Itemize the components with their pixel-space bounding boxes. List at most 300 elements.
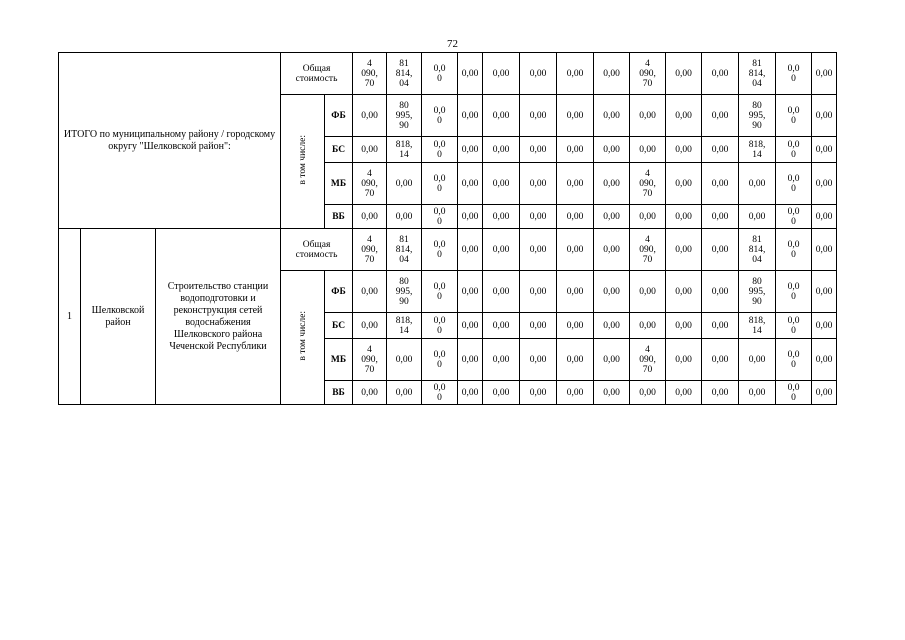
value-cell — [702, 381, 739, 405]
value-cell — [630, 95, 666, 137]
value-cell — [483, 229, 520, 271]
value-cell — [739, 163, 776, 205]
value-cell — [387, 163, 422, 205]
value-text: 0,0 0 — [787, 63, 800, 84]
value-cell — [776, 271, 812, 313]
value-text: 0,00 — [711, 178, 729, 189]
value-text: 0,00 — [461, 68, 479, 79]
value-cell — [776, 163, 812, 205]
value-text: 80 995, 90 — [395, 100, 413, 131]
value-cell — [630, 271, 666, 313]
value-cell — [422, 163, 458, 205]
value-text: 0,00 — [361, 387, 378, 398]
value-text: 0,00 — [748, 178, 766, 189]
value-cell — [776, 339, 812, 381]
value-text: 0,0 0 — [433, 382, 446, 403]
value-text: 80 995, 90 — [748, 100, 766, 131]
value-cell — [520, 163, 557, 205]
value-text: 0,00 — [711, 144, 729, 155]
value-text: 0,00 — [566, 144, 584, 155]
value-text: 0,0 0 — [787, 105, 800, 126]
value-text: 0,00 — [461, 320, 479, 331]
value-cell — [594, 229, 630, 271]
value-text: 0,00 — [748, 354, 766, 365]
value-text: 0,0 0 — [787, 349, 800, 370]
total-cost-label: Общая стоимость — [281, 229, 353, 271]
value-text: 0,00 — [461, 354, 479, 365]
value-text: 0,00 — [461, 211, 479, 222]
value-cell — [458, 229, 483, 271]
value-cell — [666, 271, 702, 313]
value-text: 0,00 — [675, 110, 692, 121]
value-text: 0,00 — [361, 110, 378, 121]
value-text: 0,0 0 — [787, 281, 800, 302]
value-text: 0,00 — [603, 354, 620, 365]
value-text: 4 090, 70 — [361, 168, 378, 199]
value-text: 0,00 — [395, 178, 413, 189]
value-text: 0,00 — [566, 68, 584, 79]
value-text: 81 814, 04 — [395, 234, 413, 265]
value-text: 0,00 — [603, 144, 620, 155]
value-cell — [739, 271, 776, 313]
district-name: Шелковской район — [81, 229, 156, 405]
value-text: 0,00 — [529, 387, 547, 398]
value-text: 81 814, 04 — [748, 234, 766, 265]
value-cell — [739, 137, 776, 163]
value-cell — [739, 205, 776, 229]
value-cell — [458, 95, 483, 137]
value-text: 0,00 — [603, 110, 620, 121]
value-text: 0,00 — [711, 286, 729, 297]
value-cell — [594, 313, 630, 339]
value-text: 0,00 — [492, 244, 510, 255]
value-cell — [422, 339, 458, 381]
value-cell — [353, 137, 387, 163]
total-cost-label: Общая стоимость — [281, 53, 353, 95]
value-text: 0,00 — [566, 178, 584, 189]
value-text: 0,00 — [603, 244, 620, 255]
value-cell — [557, 271, 594, 313]
value-cell — [594, 381, 630, 405]
value-cell — [557, 95, 594, 137]
value-cell — [812, 229, 837, 271]
value-text: 818, 14 — [748, 139, 766, 160]
funding-source: МБ — [325, 163, 353, 205]
value-text: 0,00 — [529, 286, 547, 297]
value-text: 818, 14 — [395, 139, 413, 160]
value-text: 0,00 — [711, 354, 729, 365]
value-cell — [812, 339, 837, 381]
value-cell — [666, 229, 702, 271]
value-cell — [666, 163, 702, 205]
value-text: 0,00 — [492, 387, 510, 398]
value-text: 0,00 — [675, 354, 692, 365]
value-cell — [422, 205, 458, 229]
value-cell — [458, 53, 483, 95]
value-text: 0,00 — [711, 387, 729, 398]
value-text: 0,00 — [711, 68, 729, 79]
value-text: 0,00 — [675, 244, 692, 255]
value-cell — [776, 95, 812, 137]
value-text: 0,0 0 — [787, 239, 800, 260]
value-text: 0,00 — [492, 178, 510, 189]
value-cell — [739, 313, 776, 339]
value-text: 0,00 — [675, 144, 692, 155]
value-cell — [557, 313, 594, 339]
value-text: 818, 14 — [395, 315, 413, 336]
value-cell — [520, 95, 557, 137]
value-text: 4 090, 70 — [361, 58, 378, 89]
value-text: 0,0 0 — [433, 63, 446, 84]
value-text: 0,00 — [529, 211, 547, 222]
value-cell — [483, 381, 520, 405]
value-text: 0,00 — [815, 354, 833, 365]
value-text: 0,00 — [566, 244, 584, 255]
value-text: 0,00 — [603, 68, 620, 79]
value-cell — [483, 313, 520, 339]
value-cell — [702, 339, 739, 381]
value-cell — [666, 205, 702, 229]
value-cell — [666, 313, 702, 339]
value-cell — [630, 163, 666, 205]
total-section — [59, 53, 874, 229]
value-text: 0,00 — [492, 354, 510, 365]
value-text: 0,0 0 — [787, 173, 800, 194]
value-text: 0,0 0 — [433, 173, 446, 194]
value-cell — [387, 271, 422, 313]
value-cell — [353, 381, 387, 405]
value-text: 0,0 0 — [433, 139, 446, 160]
value-cell — [702, 137, 739, 163]
value-text: 0,00 — [492, 320, 510, 331]
value-text: 0,00 — [395, 211, 413, 222]
value-cell — [353, 313, 387, 339]
value-cell — [387, 339, 422, 381]
value-cell — [666, 95, 702, 137]
value-text: 4 090, 70 — [639, 58, 656, 89]
value-text: 0,00 — [603, 320, 620, 331]
value-cell — [594, 271, 630, 313]
value-text: 0,00 — [566, 320, 584, 331]
value-text: 0,0 0 — [433, 239, 446, 260]
value-text: 0,00 — [748, 387, 766, 398]
value-cell — [812, 163, 837, 205]
value-cell — [557, 137, 594, 163]
value-cell — [666, 381, 702, 405]
value-text: 0,00 — [492, 286, 510, 297]
value-text: 0,00 — [748, 211, 766, 222]
including-label — [281, 95, 325, 229]
value-cell — [666, 339, 702, 381]
value-text: 0,00 — [395, 354, 413, 365]
funding-source: ФБ — [325, 271, 353, 313]
value-text: 0,00 — [361, 286, 378, 297]
project-section — [59, 229, 874, 405]
value-text: 0,00 — [639, 320, 656, 331]
value-cell — [812, 137, 837, 163]
value-text: 4 090, 70 — [639, 344, 656, 375]
value-text: 0,00 — [603, 286, 620, 297]
value-cell — [630, 137, 666, 163]
value-text: 0,00 — [529, 244, 547, 255]
value-cell — [594, 137, 630, 163]
value-text: 0,0 0 — [787, 382, 800, 403]
value-text: 0,00 — [492, 211, 510, 222]
value-text: 0,00 — [529, 354, 547, 365]
value-text: 0,00 — [711, 211, 729, 222]
value-text: 0,00 — [675, 286, 692, 297]
value-text: 0,00 — [815, 211, 833, 222]
value-cell — [422, 271, 458, 313]
value-cell — [557, 163, 594, 205]
value-cell — [812, 95, 837, 137]
value-cell — [776, 313, 812, 339]
value-cell — [630, 339, 666, 381]
value-text: 0,00 — [639, 144, 656, 155]
value-cell — [594, 163, 630, 205]
value-cell — [422, 137, 458, 163]
value-text: 0,00 — [639, 110, 656, 121]
value-text: 0,00 — [603, 211, 620, 222]
value-text: 81 814, 04 — [748, 58, 766, 89]
value-cell — [520, 205, 557, 229]
value-text: 0,00 — [529, 144, 547, 155]
value-text: 4 090, 70 — [361, 234, 378, 265]
value-cell — [594, 205, 630, 229]
value-text: 0,00 — [492, 110, 510, 121]
value-cell — [520, 271, 557, 313]
value-cell — [387, 381, 422, 405]
value-text: 0,00 — [603, 387, 620, 398]
value-text: 0,0 0 — [787, 139, 800, 160]
value-cell — [630, 313, 666, 339]
value-text: 0,00 — [711, 110, 729, 121]
value-cell — [458, 381, 483, 405]
value-text: 0,00 — [815, 286, 833, 297]
value-cell — [353, 163, 387, 205]
value-cell — [594, 339, 630, 381]
value-text: 0,00 — [675, 320, 692, 331]
value-text: 0,00 — [529, 320, 547, 331]
value-cell — [666, 137, 702, 163]
value-cell — [557, 381, 594, 405]
value-text: 0,00 — [461, 144, 479, 155]
value-cell — [812, 381, 837, 405]
value-cell — [666, 53, 702, 95]
value-cell — [458, 163, 483, 205]
value-cell — [557, 339, 594, 381]
value-cell — [739, 381, 776, 405]
value-cell — [630, 229, 666, 271]
value-cell — [702, 313, 739, 339]
value-cell — [353, 53, 387, 95]
value-text: 0,00 — [461, 110, 479, 121]
value-cell — [630, 53, 666, 95]
funding-source: ВБ — [325, 381, 353, 405]
value-text: 0,00 — [815, 244, 833, 255]
value-text: 0,00 — [566, 286, 584, 297]
value-text: 0,0 0 — [787, 315, 800, 336]
funding-source: ФБ — [325, 95, 353, 137]
including-text: в том числе: — [297, 135, 308, 185]
value-cell — [776, 205, 812, 229]
value-cell — [520, 381, 557, 405]
value-cell — [557, 229, 594, 271]
including-text: в том числе: — [297, 311, 308, 361]
page-number: 72 — [447, 38, 458, 50]
value-text: 0,00 — [815, 387, 833, 398]
value-text: 0,00 — [815, 144, 833, 155]
value-text: 0,00 — [361, 144, 378, 155]
value-cell — [422, 53, 458, 95]
value-cell — [776, 381, 812, 405]
value-text: 80 995, 90 — [748, 276, 766, 307]
value-text: 0,00 — [815, 110, 833, 121]
value-cell — [483, 339, 520, 381]
value-cell — [702, 53, 739, 95]
value-text: 0,0 0 — [433, 105, 446, 126]
value-cell — [702, 229, 739, 271]
value-text: 0,00 — [603, 178, 620, 189]
value-text: 0,00 — [566, 387, 584, 398]
value-text: 4 090, 70 — [361, 344, 378, 375]
value-text: 0,00 — [461, 178, 479, 189]
value-cell — [739, 95, 776, 137]
value-text: 0,00 — [529, 110, 547, 121]
value-text: 0,00 — [529, 68, 547, 79]
value-cell — [353, 95, 387, 137]
value-text: 0,00 — [815, 68, 833, 79]
value-cell — [422, 313, 458, 339]
value-cell — [422, 229, 458, 271]
value-cell — [557, 205, 594, 229]
value-text: 0,00 — [815, 178, 833, 189]
value-text: 0,00 — [361, 211, 378, 222]
value-cell — [458, 137, 483, 163]
value-cell — [422, 381, 458, 405]
funding-source: ВБ — [325, 205, 353, 229]
value-cell — [483, 163, 520, 205]
value-cell — [630, 205, 666, 229]
value-text: 818, 14 — [748, 315, 766, 336]
value-cell — [483, 137, 520, 163]
value-text: 0,00 — [395, 387, 413, 398]
value-text: 0,0 0 — [787, 206, 800, 227]
value-cell — [520, 229, 557, 271]
value-cell — [483, 205, 520, 229]
value-cell — [483, 271, 520, 313]
value-cell — [812, 313, 837, 339]
value-text: 0,00 — [566, 211, 584, 222]
value-text: 0,00 — [529, 178, 547, 189]
value-cell — [739, 229, 776, 271]
value-text: 4 090, 70 — [639, 234, 656, 265]
value-text: 0,0 0 — [433, 315, 446, 336]
value-cell — [387, 53, 422, 95]
value-cell — [812, 205, 837, 229]
value-cell — [353, 205, 387, 229]
value-cell — [702, 271, 739, 313]
value-cell — [739, 53, 776, 95]
value-cell — [353, 271, 387, 313]
value-text: 0,00 — [639, 387, 656, 398]
value-cell — [353, 229, 387, 271]
value-text: 0,00 — [639, 286, 656, 297]
value-cell — [520, 313, 557, 339]
value-cell — [594, 53, 630, 95]
value-text: 81 814, 04 — [395, 58, 413, 89]
value-cell — [776, 53, 812, 95]
budget-table — [58, 52, 874, 405]
value-text: 0,00 — [461, 286, 479, 297]
value-cell — [594, 95, 630, 137]
value-cell — [387, 137, 422, 163]
value-cell — [458, 339, 483, 381]
value-cell — [630, 381, 666, 405]
value-text: 0,00 — [675, 387, 692, 398]
value-text: 0,00 — [461, 244, 479, 255]
funding-source: МБ — [325, 339, 353, 381]
value-cell — [557, 53, 594, 95]
value-cell — [483, 95, 520, 137]
table-row — [59, 53, 874, 95]
value-text: 0,00 — [675, 211, 692, 222]
total-title: ИТОГО по муниципальному району / городскому округу "Шелковской район": — [59, 53, 281, 229]
value-text: 0,00 — [566, 354, 584, 365]
project-description: Строительство станции водоподготовки и реконструкция сетей водоснабжения Шелковского района Чеченской Республики — [156, 229, 281, 405]
value-cell — [387, 313, 422, 339]
value-text: 0,00 — [675, 178, 692, 189]
value-text: 80 995, 90 — [395, 276, 413, 307]
value-text: 0,00 — [815, 320, 833, 331]
value-text: 0,0 0 — [433, 281, 446, 302]
value-text: 0,00 — [675, 68, 692, 79]
value-text: 0,0 0 — [433, 349, 446, 370]
value-cell — [812, 271, 837, 313]
value-text: 0,00 — [639, 211, 656, 222]
value-cell — [422, 95, 458, 137]
table-row — [59, 229, 874, 271]
value-cell — [776, 229, 812, 271]
value-text: 0,00 — [492, 68, 510, 79]
value-text: 0,00 — [361, 320, 378, 331]
value-cell — [739, 339, 776, 381]
value-cell — [387, 95, 422, 137]
value-cell — [520, 137, 557, 163]
value-cell — [520, 53, 557, 95]
value-cell — [776, 137, 812, 163]
value-text: 0,00 — [461, 387, 479, 398]
value-cell — [702, 205, 739, 229]
value-cell — [387, 229, 422, 271]
value-cell — [353, 339, 387, 381]
value-cell — [702, 163, 739, 205]
value-text: 0,00 — [492, 144, 510, 155]
value-cell — [387, 205, 422, 229]
value-text: 4 090, 70 — [639, 168, 656, 199]
value-text: 0,00 — [711, 320, 729, 331]
funding-source: БС — [325, 137, 353, 163]
value-text: 0,0 0 — [433, 206, 446, 227]
value-text: 0,00 — [711, 244, 729, 255]
including-label — [281, 271, 325, 405]
row-number: 1 — [59, 229, 81, 405]
value-text: 0,00 — [566, 110, 584, 121]
value-cell — [458, 205, 483, 229]
value-cell — [812, 53, 837, 95]
value-cell — [520, 339, 557, 381]
value-cell — [483, 53, 520, 95]
